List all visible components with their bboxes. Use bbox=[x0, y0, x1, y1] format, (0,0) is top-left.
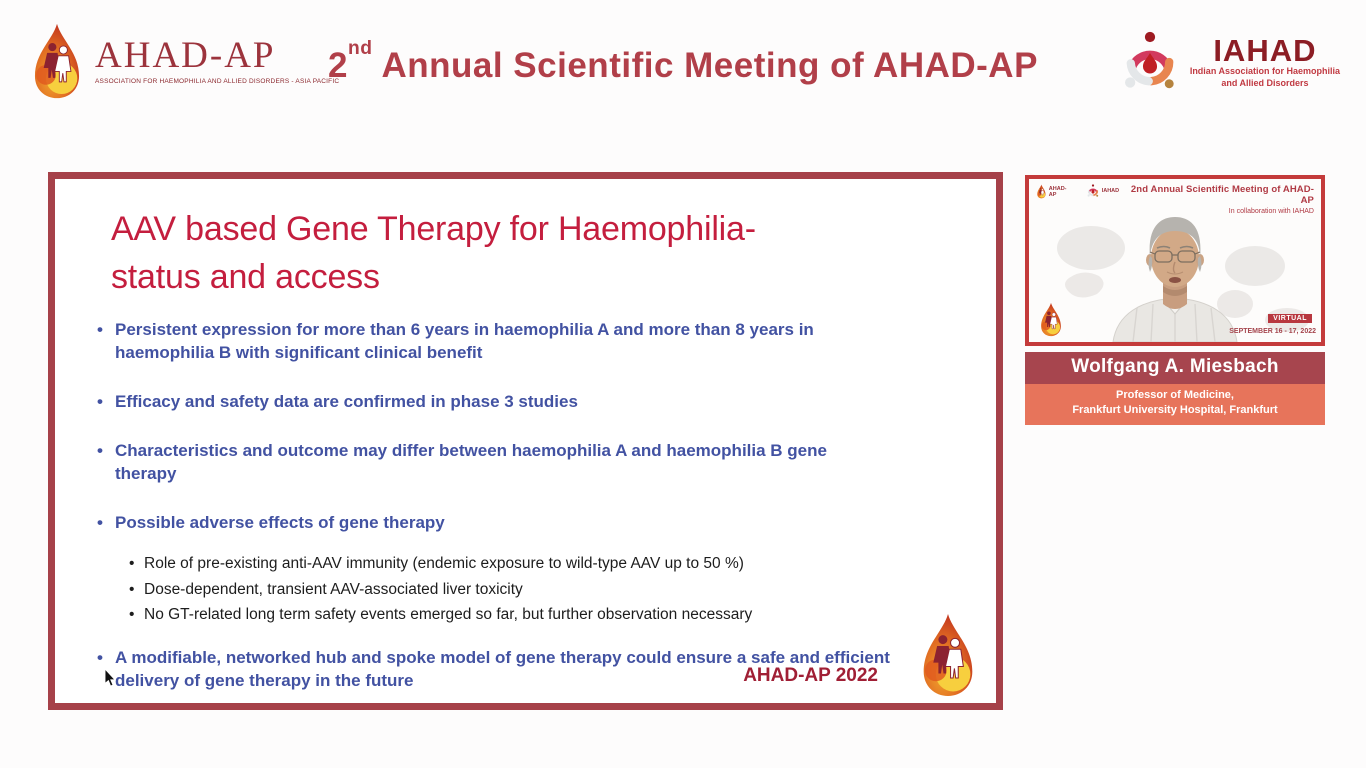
slide-footer-text: AHAD-AP 2022 bbox=[743, 665, 878, 686]
video-header-subtitle: In collaboration with IAHAD bbox=[1228, 208, 1314, 215]
ahad-ap-drop-icon bbox=[1038, 302, 1064, 337]
slide-title-line2: status and access bbox=[111, 258, 380, 297]
ahad-ap-drop-icon bbox=[28, 22, 86, 100]
title-text: Annual Scientific Meeting of AHAD-AP bbox=[381, 46, 1038, 85]
iahad-logo-tagline-2: and Allied Disorders bbox=[1221, 77, 1309, 88]
bullet-item: • Persistent expression for more than 6 years in haemophilia A and more than 8 years in haemophilia B with significant clinical benefit bbox=[93, 318, 893, 364]
speaker-role-line2: Frankfurt University Hospital, Frankfurt bbox=[1072, 404, 1278, 417]
video-header-title: 2nd Annual Scientific Meeting of AHAD-AP bbox=[1130, 184, 1314, 206]
speaker-name: Wolfgang A. Miesbach bbox=[1025, 352, 1325, 384]
speaker-role bbox=[1025, 384, 1325, 425]
video-mini-ahad-logo bbox=[1036, 184, 1074, 199]
iahad-logo-text: IAHAD bbox=[1213, 32, 1317, 68]
bullet-item: • Efficacy and safety data are confirmed in phase 3 studies bbox=[93, 390, 893, 413]
iahad-circle-icon bbox=[1118, 30, 1182, 94]
speaker-role-line1: Professor of Medicine, bbox=[1116, 389, 1234, 401]
video-overlay-header bbox=[1036, 184, 1314, 215]
iahad-circle-icon bbox=[1086, 184, 1100, 198]
bullet-item: • A modifiable, networked hub and spoke model of gene therapy could ensure a safe and efficient delivery of gene therapy in the future bbox=[93, 646, 893, 692]
presentation-slide bbox=[48, 172, 1003, 710]
bullet-item: • Characteristics and outcome may differ between haemophilia A and haemophilia B gene therapy bbox=[93, 439, 893, 485]
slide-title-line1: AAV based Gene Therapy for Haemophilia- bbox=[111, 210, 756, 248]
slide-sub-bullet-list bbox=[127, 554, 887, 625]
iahad-logo-tagline-1: Indian Association for Haemophilia bbox=[1189, 65, 1340, 76]
speaker-video-thumbnail[interactable] bbox=[1025, 175, 1325, 346]
title-ordinal: nd bbox=[348, 37, 373, 59]
sub-bullet-item: • Role of pre-existing anti-AAV immunity (endemic exposure to wild-type AAV up to 50 %) bbox=[127, 554, 887, 574]
speaker-nameplate bbox=[1025, 352, 1325, 425]
ahad-ap-logo-tagline: ASSOCIATION FOR HAEMOPHILIA AND ALLIED DISORDERS - ASIA PACIFIC bbox=[95, 78, 340, 85]
mouse-cursor-icon bbox=[104, 669, 116, 687]
iahad-logo bbox=[1118, 30, 1340, 94]
video-mini-iahad-logo bbox=[1086, 184, 1119, 198]
ahad-ap-drop-icon bbox=[916, 611, 980, 699]
ahad-ap-drop-icon bbox=[1036, 184, 1047, 199]
slide-title bbox=[111, 205, 996, 302]
page-title bbox=[245, 37, 1121, 86]
slide-bullet-list bbox=[93, 318, 893, 535]
ahad-ap-logo-text: AHAD-AP bbox=[95, 35, 276, 76]
video-date-text: SEPTEMBER 16 - 17, 2022 bbox=[1229, 328, 1316, 335]
bullet-item: • Possible adverse effects of gene therapy bbox=[93, 511, 893, 534]
virtual-badge: VIRTUAL bbox=[1268, 314, 1312, 323]
video-mini-iahad-label: IAHAD bbox=[1101, 188, 1120, 194]
sub-bullet-item: • No GT-related long term safety events emerged so far, but further observation necessary bbox=[127, 605, 887, 625]
sub-bullet-item: • Dose-dependent, transient AAV-associated liver toxicity bbox=[127, 580, 887, 600]
title-number: 2 bbox=[328, 46, 349, 85]
video-mini-ahad-label: AHAD-AP bbox=[1048, 185, 1067, 198]
